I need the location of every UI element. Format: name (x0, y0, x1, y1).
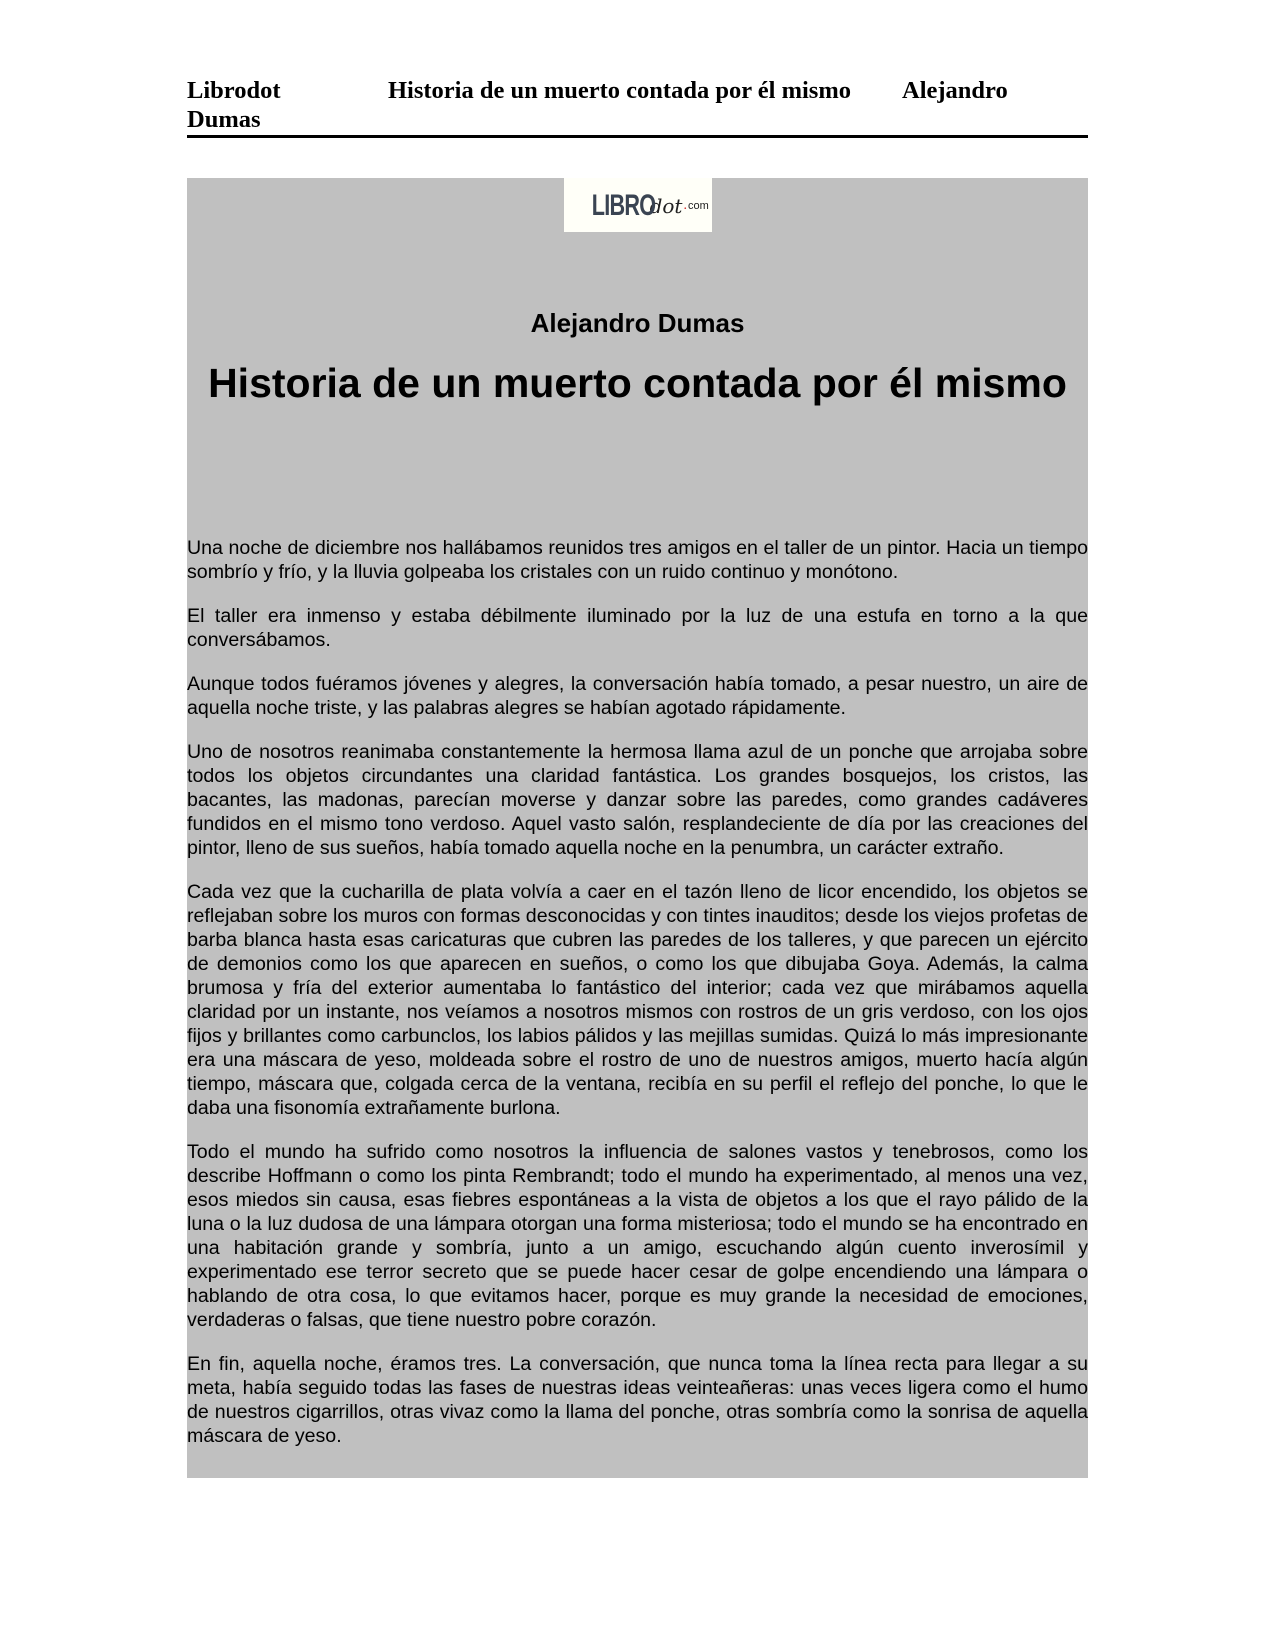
paragraph: Uno de nosotros reanimaba constantemente la hermosa llama azul de un ponche que arrojaba sobre todos los objetos circundantes una claridad fantástica. Los grandes bosquejos, los cristos, las bacantes, las madonas, parecían moverse y danzar sobre las paredes, como grandes cadáveres fundidos en el mismo tono verdoso. Aquel vasto salón, resplandeciente de día por las creaciones del pintor, lleno de sus sueños, había tomado aquella noche en la penumbra, un carácter extraño. (187, 741, 1088, 859)
header-author-last: Dumas (187, 106, 261, 133)
paragraph: Cada vez que la cucharilla de plata volvía a caer en el tazón lleno de licor encendido, los objetos se reflejaban sobre los muros con formas desconocidas y con tintes inauditos; desde los viejos profetas de barba blanca hasta esas caricaturas que cubren las paredes de los talleres, y que parecen un ejército de demonios como los que aparecen en sueños, o como los que dibujaba Goya. Además, la calma brumosa y fría del exterior aumentaba lo fantástico del interior; cada vez que mirábamos aquella claridad por un instante, nos veíamos a nosotros mismos con rostros de un gris verdoso, con los ojos fijos y brillantes como carbunclos, los labios pálidos y las mejillas sumidas. Quizá lo más impresionante era una máscara de yeso, moldeada sobre el rostro de uno de nuestros amigos, muerto hacía algún tiempo, máscara que, colgada cerca de la ventana, recibía en su perfil el reflejo del ponche, lo que le daba una fisonomía extrañamente burlona. (187, 881, 1088, 1119)
body-text (187, 536, 1088, 1468)
running-header-line-1 (187, 76, 1088, 105)
logo-bullet: . (683, 198, 687, 213)
book-title: Historia de un muerto contada por él mismo (208, 360, 1067, 406)
logo-dot-text: dot (649, 194, 683, 218)
logo-libro-text: LIBRO (591, 189, 656, 222)
paragraph: En fin, aquella noche, éramos tres. La conversación, que nunca toma la línea recta para llegar a su meta, había seguido todas las fases de nuestras ideas veinteañeras: unas veces ligera como el humo de nuestros cigarrillos, otras vivaz como la llama del ponche, otras sombría como la sonrisa de aquella máscara de yeso. (187, 1353, 1088, 1447)
logo-com-text: com (687, 200, 709, 212)
librodot-logo (564, 178, 712, 232)
paragraph: Una noche de diciembre nos hallábamos reunidos tres amigos en el taller de un pintor. Hacia un tiempo sombrío y frío, y la lluvia golpeaba los cristales con un ruido continuo y monótono. (187, 537, 1088, 583)
highlighted-content-block (187, 178, 1088, 1478)
header-author-first: Alejandro (902, 77, 1008, 104)
header-rule (187, 135, 1088, 138)
paragraph: Todo el mundo ha sufrido como nosotros la influencia de salones vastos y tenebrosos, como los describe Hoffmann o como los pinta Rembrandt; todo el mundo ha experimentado, al menos una vez, esos miedos sin causa, esas fiebres espontáneas a la vista de objetos a los que el rayo pálido de la luna o la luz dudosa de una lámpara otorgan una forma misteriosa; todo el mundo se ha encontrado en una habitación grande y sombría, junto a un amigo, escuchando algún cuento inverosímil y experimentado ese terror secreto que se puede hacer cesar de golpe encendiendo una lámpara o hablando de otra cosa, lo que evitamos hacer, porque es muy grande la necesidad de emociones, verdaderas o falsas, que tiene nuestro pobre corazón. (187, 1141, 1088, 1331)
header-publisher: Librodot (187, 77, 281, 104)
paragraph: Aunque todos fuéramos jóvenes y alegres, la conversación había tomado, a pesar nuestro, un aire de aquella noche triste, y las palabras alegres se habían agotado rápidamente. (187, 673, 1088, 719)
running-header (187, 76, 1088, 134)
header-book-title: Historia de un muerto contada por él mismo (388, 77, 851, 104)
book-author: Alejandro Dumas (530, 308, 745, 338)
running-header-line-2 (187, 105, 1088, 134)
paragraph: El taller era inmenso y estaba débilmente iluminado por la luz de una estufa en torno a la que conversábamos. (187, 605, 1088, 651)
